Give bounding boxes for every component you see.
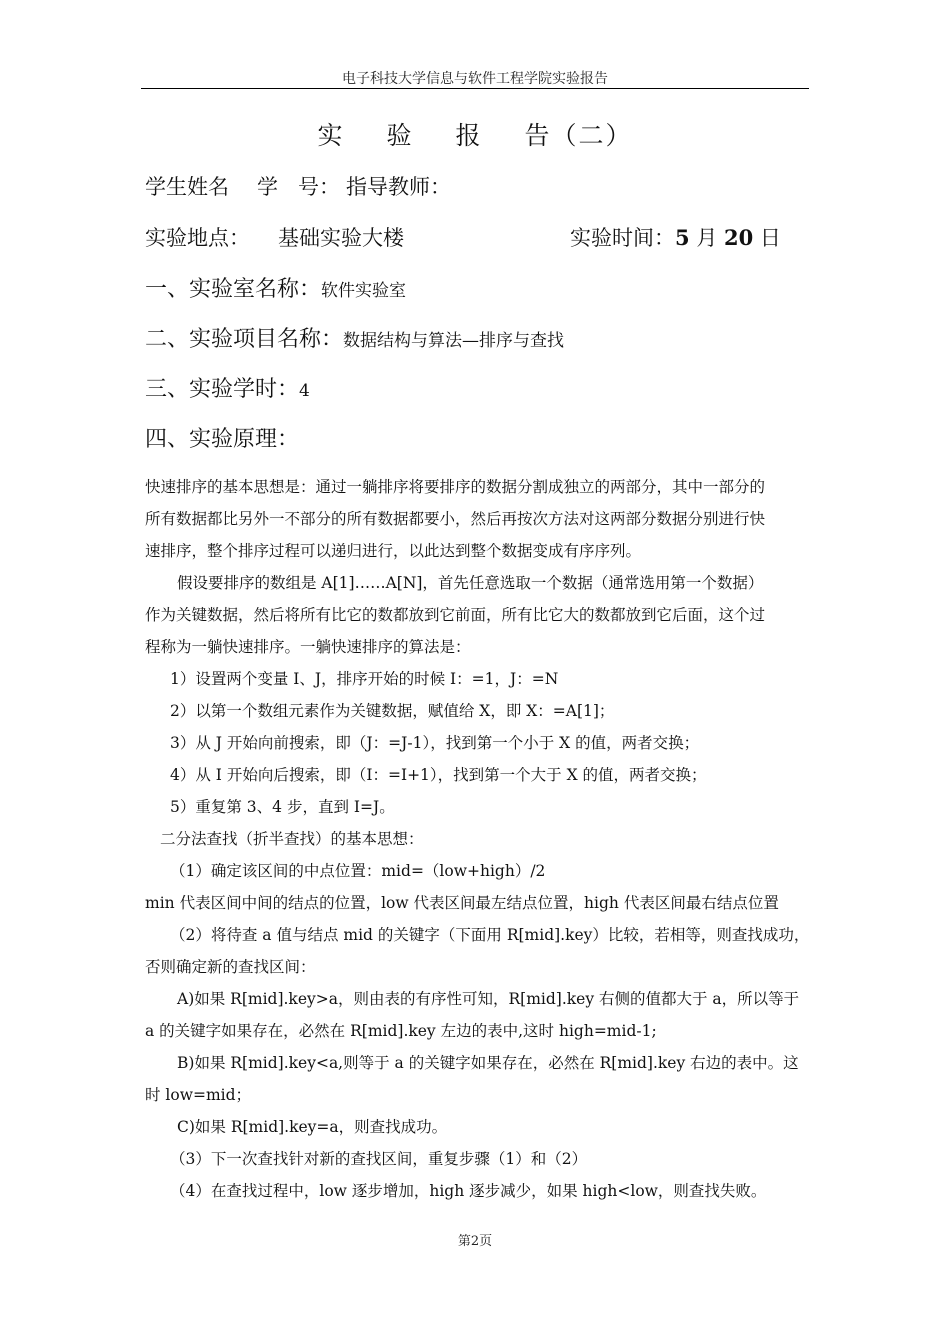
title-char-3: 报 [455, 121, 483, 150]
step-3: 3）从 J 开始向前搜索，即（J：=J-1），找到第一个小于 X 的值，两者交换； [170, 734, 700, 752]
section-principle-label: 四、实验原理： [145, 427, 300, 452]
body-line-min: min 代表区间中间的结点的位置，low 代表区间最左结点位置，high 代表区间最右结点位置 [145, 894, 779, 912]
title-char-4: 告（二） [524, 121, 633, 150]
case-a-cont: a 的关键字如果存在，必然在 R[mid].key 左边的表中,这时 high=mid-1; [145, 1022, 657, 1040]
location-value: 基础实验大楼 [278, 226, 404, 250]
body-line-2: 所有数据都比另外一不部分的所有数据都要小，然后再按次方法对这两部分数据分别进行快 [145, 510, 766, 528]
body-line-6: 程称为一躺快速排序。一躺快速排序的算法是： [145, 638, 471, 656]
teacher-label: 指导教师： [346, 175, 451, 199]
step-1: 1）设置两个变量 I、J，排序开始的时候 I：=1，J：=N [170, 670, 559, 688]
case-a: A)如果 R[mid].key>a，则由表的有序性可知，R[mid].key 右侧的值都大于 a，所以等于 [177, 990, 800, 1008]
binary-step-4: （4）在查找过程中，low 逐步增加，high 逐步减少，如果 high<low，则查找失败。 [170, 1182, 767, 1200]
title-char-1: 实 [317, 121, 345, 150]
section-hours-value: 4 [299, 381, 310, 401]
student-name-label: 学生姓名 [145, 175, 229, 199]
case-b-cont: 时 low=mid； [145, 1086, 252, 1104]
time-label [570, 222, 781, 252]
time-day-number: 20 [724, 225, 754, 250]
header-divider [141, 88, 809, 89]
student-id-label: 学 号： [257, 175, 341, 199]
section-lab-name-label: 一、实验室名称： [145, 277, 322, 302]
section-project-name [145, 322, 564, 353]
body-line-1: 快速排序的基本思想是：通过一躺排序将要排序的数据分割成独立的两部分，其中一部分的 [145, 478, 766, 496]
section-project-name-label: 二、实验项目名称： [145, 327, 344, 352]
time-month-number: 5 [675, 225, 690, 250]
binary-step-2: （2）将待查 a 值与结点 mid 的关键字（下面用 R[mid].key）比较，若相等，则查找成功， [170, 926, 810, 944]
body-line-3: 速排序，整个排序过程可以递归进行，以此达到整个数据变成有序序列。 [145, 542, 642, 560]
step-4: 4）从 I 开始向后搜索，即（I：=I+1），找到第一个大于 X 的值，两者交换； [170, 766, 707, 784]
time-day-unit: 日 [759, 226, 781, 250]
section-hours-label: 三、实验学时： [145, 377, 300, 402]
binary-step-3: （3）下一次查找针对新的查找区间，重复步骤（1）和（2） [170, 1150, 588, 1168]
section-hours [145, 372, 310, 403]
time-month-unit: 月 [696, 226, 718, 250]
binary-step-2-cont: 否则确定新的查找区间： [145, 958, 316, 976]
step-5: 5）重复第 3、4 步，直到 I=J。 [170, 798, 395, 816]
case-b: B)如果 R[mid].key<a,则等于 a 的关键字如果存在，必然在 R[mid].key 右边的表中。这 [177, 1054, 799, 1072]
report-title [0, 116, 950, 152]
section-lab-name-value: 软件实验室 [321, 281, 407, 301]
step-2: 2）以第一个数组元素作为关键数据，赋值给 X，即 X：=A[1]； [170, 702, 615, 720]
title-char-2: 验 [386, 121, 414, 150]
binary-step-1: （1）确定该区间的中点位置：mid=（low+high）/2 [170, 862, 546, 880]
binary-search-heading: 二分法查找（折半查找）的基本思想： [160, 830, 424, 848]
case-c: C)如果 R[mid].key=a，则查找成功。 [177, 1118, 448, 1136]
page-number: 第2页 [457, 1234, 493, 1249]
page-header: 电子科技大学信息与软件工程学院实验报告 [342, 71, 608, 87]
section-project-name-value: 数据结构与算法—排序与查找 [343, 331, 565, 351]
section-lab-name [145, 272, 406, 303]
body-line-4: 假设要排序的数组是 A[1]……A[N]，首先任意选取一个数据（通常选用第一个数据） [177, 574, 764, 592]
location-label: 实验地点： [145, 226, 250, 250]
body-line-5: 作为关键数据，然后将所有比它的数都放到它前面，所有比它大的数都放到它后面，这个过 [145, 606, 766, 624]
time-label-text: 实验时间： [570, 226, 675, 250]
